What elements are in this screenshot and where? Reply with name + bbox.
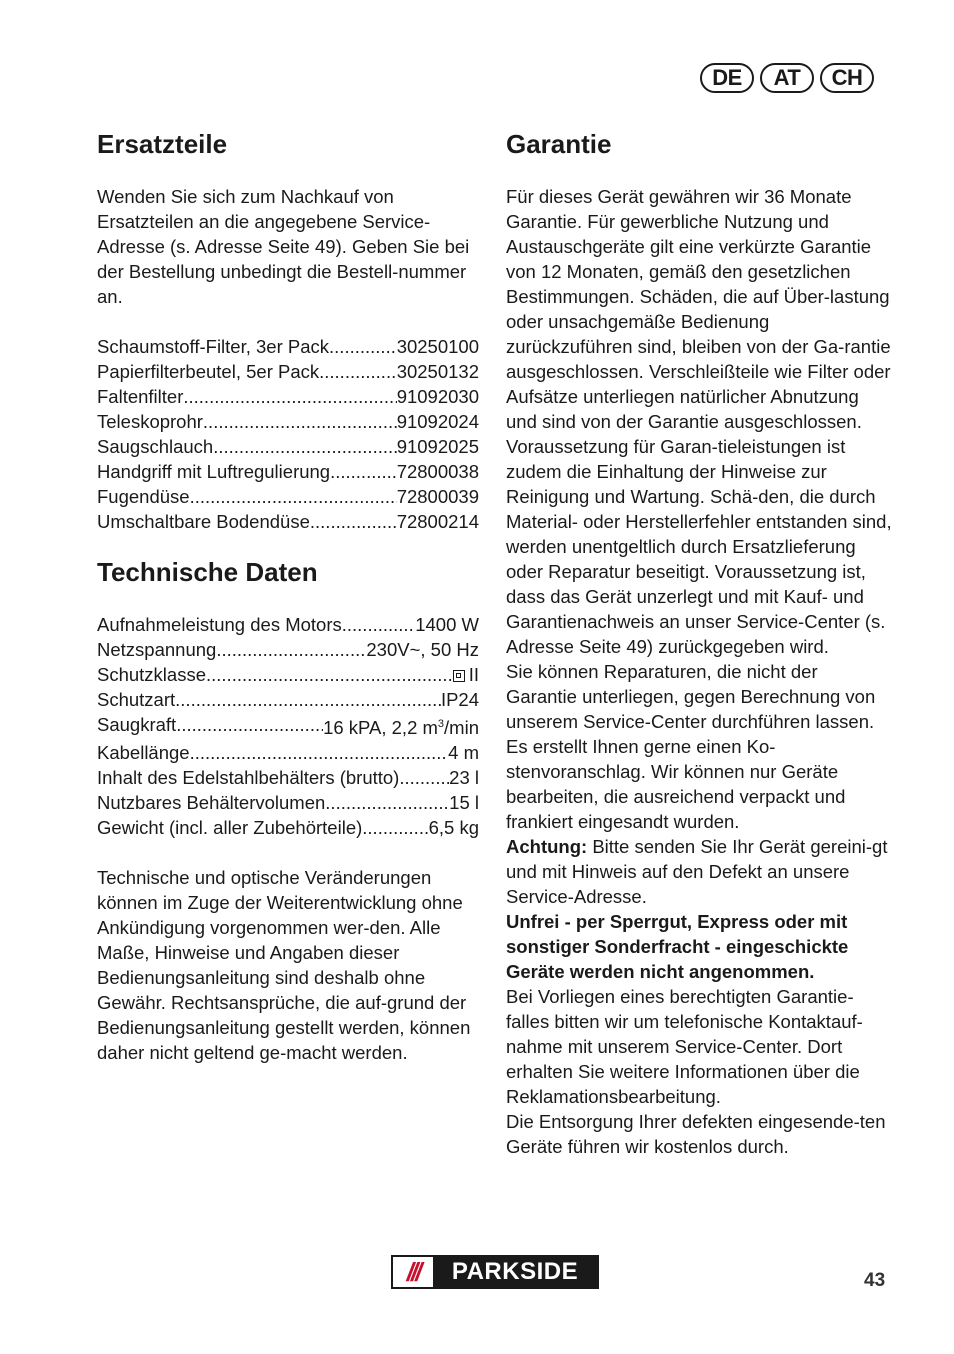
technical-data-row [97,765,479,790]
technical-data-label: Aufnahmeleistung des Motors [97,614,342,635]
superscript-3: 3 [437,718,445,730]
protection-class-value: II [468,664,479,685]
left-column [97,127,479,1065]
spare-part-number: 30250132 [396,361,479,382]
warranty-paragraph-2: Sie können Reparaturen, die nicht der Garantie unterliegen, gegen Berechnung von unserem Service-Center durchführen lassen. Es erstellt Ihnen gerne einen Ko-stenvoranschlag. Wir können nur Geräte bearbeiten, die ausreichend verpackt und frankiert eingesandt wurden. [506,661,876,832]
language-badge-de: DE [700,63,754,93]
technical-data-row [97,612,479,637]
spare-part-row [97,509,479,534]
warranty-heading: Garantie [506,129,612,159]
right-column [506,127,892,1159]
technical-data-row [97,815,479,840]
spare-part-row [97,359,479,384]
technical-data-row [97,662,479,687]
attention-label: Achtung: [506,836,588,857]
parkside-logo [391,1255,599,1289]
suction-unit-suffix: /min [444,717,479,739]
spare-part-number: 30250100 [396,336,479,357]
spare-part-row [97,334,479,359]
spare-part-row [97,384,479,409]
spare-part-number: 91092025 [396,436,479,457]
technical-data-label: Gewicht (incl. aller Zubehörteile) [97,817,363,839]
technical-data-row [97,790,479,815]
spare-parts-list [97,334,479,534]
technical-data-label: Kabellänge [97,742,190,764]
logo-stripes-icon: /// [393,1257,433,1287]
spare-part-name: Teleskoprohr [97,411,203,432]
warranty-body [506,184,892,1159]
technical-data-value [323,712,479,740]
spare-part-row [97,409,479,434]
spare-part-row [97,434,479,459]
warranty-paragraph-1: Für dieses Gerät gewähren wir 36 Monate Garantie. Für gewerbliche Nutzung und Austauschgeräte gilt eine verkürzte Garantie von 12 Monaten, gemäß den gesetzlichen Bestimmungen. Schäden, die auf Über-lastung oder unsachgemäße Bedienung zurückzuführen sind, bleiben von der Ga-rantie ausgeschlossen. Verschleißteile wie Filter oder Aufsätze unterliegen natürlicher Abnutzung und sind von der Garantie ausgeschlossen. Voraussetzung für Garan-tieleistungen ist zudem die Einhaltung der Hinweise zur Reinigung und Wartung. Schä-den, die durch Material- oder Herstellerfehler entstanden sind, werden unentgeltlich durch Ersatzlieferung oder Reparatur beseitigt. Voraussetzung ist, dass das Gerät unzerlegt und mit Kauf- und Garantienachweis an unser Service-Center (s. Adresse Seite 49) zurückgegeben wird. [506,186,892,657]
spare-part-name: Fugendüse [97,486,190,507]
technical-data-label: Nutzbares Behältervolumen [97,792,326,814]
spare-part-name: Schaumstoff-Filter, 3er Pack [97,336,330,357]
attention-text: Bitte senden Sie Ihr Gerät gereini-gt und mit Hinweis auf den Defekt an unsere Service-Adresse. [506,836,888,907]
spare-parts-intro: Wenden Sie sich zum Nachkauf von Ersatzteilen an die angegebene Service-Adresse (s. Adresse Seite 49). Geben Sie bei der Bestellung unbedingt die Bestell-nummer an. [97,186,470,307]
technical-data-value: 6,5 kg [428,817,479,839]
technical-data-label: Saugkraft [97,714,177,735]
spare-part-number: 72800038 [396,461,479,482]
technical-data-label: Schutzklasse [97,664,206,685]
technical-notes: Technische und optische Veränderungen können im Zuge der Weiterentwicklung ohne Ankündigung vorgenommen wer-den. Alle Maße, Hinweise und Angaben dieser Bedienungsanleitung sind deshalb ohne Gewähr. Rechtsansprüche, die auf-grund der Bedienungsanleitung gestellt werden, können daher nicht geltend ge-macht werden. [97,867,471,1064]
spare-part-number: 91092030 [396,386,479,407]
technical-data-label: Netzspannung [97,639,217,660]
spare-part-name: Saugschlauch [97,436,214,457]
page-number: 43 [864,1270,886,1291]
spare-parts-heading: Ersatzteile [97,129,228,159]
technical-data-value: IP24 [440,689,479,710]
technical-data-heading: Technische Daten [97,557,318,587]
technical-data-row [97,687,479,712]
spare-part-number: 72800039 [396,486,479,507]
spare-part-row [97,484,479,509]
warranty-bold-warning: Unfrei - per Sperrgut, Express oder mit sonstiger Sonderfracht - eingeschickte Geräte werden nicht angenommen. [506,911,849,982]
technical-data-value: 1400 W [415,614,479,635]
protection-class-icon [453,670,465,682]
technical-data-row [97,712,479,740]
spare-part-name: Papierfilterbeutel, 5er Pack [97,361,320,382]
warranty-attention [506,834,892,909]
technical-data-row [97,637,479,662]
spare-part-number: 72800214 [396,511,479,532]
technical-data-value: 230V~, 50 Hz [366,639,479,660]
spare-part-name: Faltenfilter [97,386,184,407]
warranty-paragraph-4: Die Entsorgung Ihrer defekten eingesende-ten Geräte führen wir kostenlos durch. [506,1111,886,1157]
spare-part-row [97,459,479,484]
technical-data-label: Inhalt des Edelstahlbehälters (brutto) [97,767,400,789]
technical-data-label: Schutzart [97,689,176,710]
spare-part-name: Handgriff mit Luftregulierung [97,461,331,482]
language-badge-ch: CH [820,63,874,93]
technical-data-value: 15 l [449,792,479,814]
technical-data-value [453,662,479,687]
technical-data-list [97,612,479,840]
suction-value: 16 kPA, 2,2 m [323,717,438,739]
language-badge-at: AT [760,63,814,93]
technical-data-value: 23 l [449,767,479,789]
warranty-paragraph-3: Bei Vorliegen eines berechtigten Garantie-falles bitten wir um telefonische Kontaktauf-nahme mit unserem Service-Center. Dort erhalten Sie weitere Informationen über die Reklamationsbearbeitung. [506,986,863,1107]
spare-part-number: 91092024 [396,411,479,432]
spare-part-name: Umschaltbare Bodendüse [97,511,310,532]
technical-data-row [97,740,479,765]
logo-text: PARKSIDE [433,1257,597,1287]
technical-data-value: 4 m [448,742,479,764]
language-badges [700,63,874,93]
